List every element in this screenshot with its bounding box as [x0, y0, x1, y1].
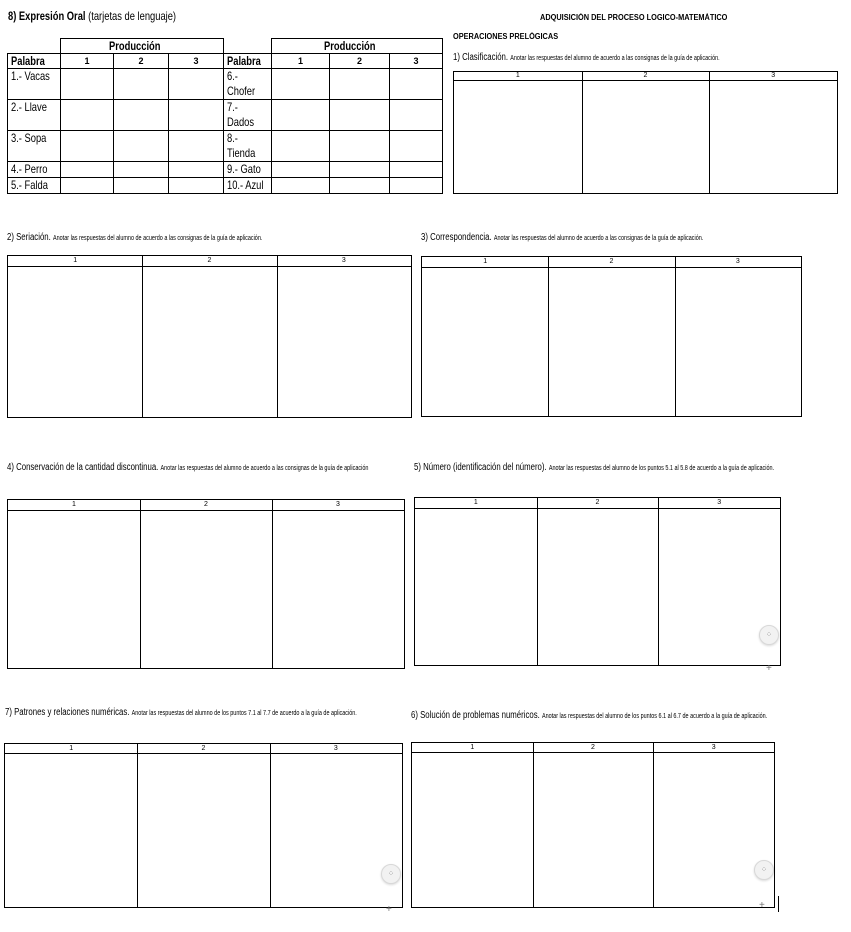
grid-column-label: 1	[483, 258, 488, 265]
grid-column-divider	[272, 500, 273, 668]
word-cell: 8.- Tienda	[224, 131, 272, 162]
production-cell[interactable]	[114, 131, 169, 162]
grid-column-label: 2	[609, 258, 614, 265]
grid-column-label: 1	[72, 501, 76, 508]
production-cell[interactable]	[272, 131, 330, 162]
word-cell: 4.- Perro	[8, 162, 61, 178]
expression-table	[7, 38, 443, 194]
grid-patrones[interactable]	[4, 743, 403, 908]
grid-solucion[interactable]	[411, 742, 775, 908]
production-cell[interactable]	[330, 178, 390, 194]
grid-column-divider	[709, 72, 710, 193]
production-cell[interactable]	[390, 162, 443, 178]
grid-column-label: 3	[341, 257, 346, 264]
grid-column-divider	[653, 743, 654, 907]
grid-column-label: 3	[333, 745, 338, 752]
production-cell[interactable]	[330, 69, 390, 100]
section-title-correspondencia: 3) Correspondencia. Anotar las respuestas del alumno de acuerdo a las consignas de la guía de aplicación.	[421, 232, 704, 243]
production-cell[interactable]	[272, 100, 330, 131]
word-header-right: Palabra	[224, 54, 272, 69]
grid-column-divider	[548, 257, 549, 416]
grid-column-label: 2	[201, 745, 206, 752]
production-cell[interactable]	[61, 69, 114, 100]
word-cell: 6.- Chofer	[224, 69, 272, 100]
text-cursor	[778, 896, 779, 912]
production-cell[interactable]	[330, 131, 390, 162]
production-cell[interactable]	[390, 100, 443, 131]
section-title-numero: 5) Número (identificación del número). Anotar las respuestas del alumno de los puntos 5.1 al 5.8 de acuerdo a la guía de aplicación.	[414, 462, 775, 473]
grid-column-label: 2	[591, 744, 595, 751]
grid-column-label: 1	[73, 257, 78, 264]
drag-handle-icon[interactable]: ⁘	[759, 625, 779, 645]
grid-column-label: 3	[336, 501, 340, 508]
production-cell[interactable]	[272, 162, 330, 178]
col-number: 2	[114, 54, 169, 69]
production-cell[interactable]	[169, 69, 224, 100]
grid-column-divider	[277, 256, 278, 417]
production-cell[interactable]	[61, 162, 114, 178]
production-cell[interactable]	[61, 100, 114, 131]
expression-title-bold: 8) Expresión Oral	[8, 9, 86, 23]
grid-column-divider	[533, 743, 534, 907]
grid-column-divider	[137, 744, 138, 907]
production-header-right: Producción	[272, 39, 443, 54]
section-title-conservacion: 4) Conservación de la cantidad discontinua. Anotar las respuestas del alumno de acuerdo a las consignas de la guía de aplicación	[7, 462, 369, 473]
word-header-left: Palabra	[8, 54, 61, 69]
section-title-patrones: 7) Patrones y relaciones numéricas. Anotar las respuestas del alumno de los puntos 7.1 al 7.7 de acuerdo a la guía de aplicación.	[5, 707, 357, 718]
grid-clasificacion[interactable]	[453, 71, 838, 194]
grid-column-divider	[658, 498, 659, 665]
production-cell[interactable]	[330, 162, 390, 178]
section-title-clasificacion: 1) Clasificación. Anotar las respuestas del alumno de acuerdo a las consignas de la guía de aplicación.	[453, 52, 720, 63]
production-cell[interactable]	[61, 178, 114, 194]
production-cell[interactable]	[169, 162, 224, 178]
grid-column-label: 1	[69, 745, 74, 752]
production-cell[interactable]	[330, 100, 390, 131]
production-cell[interactable]	[390, 131, 443, 162]
production-cell[interactable]	[169, 131, 224, 162]
expression-title	[8, 9, 223, 23]
production-cell[interactable]	[272, 69, 330, 100]
production-header-left: Producción	[61, 39, 224, 54]
drag-handle-icon[interactable]: ⁘	[381, 864, 401, 884]
grid-correspondencia[interactable]	[421, 256, 802, 417]
production-cell[interactable]	[169, 100, 224, 131]
add-icon[interactable]: +	[386, 904, 392, 915]
section-title-solucion: 6) Solución de problemas numéricos. Anotar las respuestas del alumno de los puntos 6.1 al 6.7 de acuerdo a la guía de aplicación.	[411, 710, 768, 721]
production-cell[interactable]	[169, 178, 224, 194]
grid-column-divider	[582, 72, 583, 193]
grid-column-label: 3	[771, 72, 776, 79]
col-number: 1	[272, 54, 330, 69]
process-title: ADQUISICIÓN DEL PROCESO LOGICO-MATEMÁTICO	[540, 13, 728, 22]
word-cell: 5.- Falda	[8, 178, 61, 194]
grid-column-divider	[537, 498, 538, 665]
grid-seriacion[interactable]	[7, 255, 412, 418]
production-cell[interactable]	[114, 162, 169, 178]
expression-title-rest: (tarjetas de lenguaje)	[85, 9, 177, 23]
col-number: 2	[330, 54, 390, 69]
grid-column-label: 2	[595, 499, 600, 506]
drag-handle-icon[interactable]: ⁘	[754, 860, 774, 880]
grid-column-divider	[142, 256, 143, 417]
word-cell: 2.- Llave	[8, 100, 61, 131]
col-number: 1	[61, 54, 114, 69]
grid-column-label: 2	[204, 501, 208, 508]
grid-column-label: 1	[470, 744, 475, 751]
add-icon[interactable]: +	[766, 663, 772, 674]
section-title-seriacion: 2) Seriación. Anotar las respuestas del alumno de acuerdo a las consignas de la guía de aplicación.	[7, 232, 263, 243]
grid-column-label: 3	[735, 258, 740, 265]
production-cell[interactable]	[272, 178, 330, 194]
production-cell[interactable]	[390, 178, 443, 194]
grid-numero[interactable]	[414, 497, 781, 666]
grid-column-divider	[675, 257, 676, 416]
grid-column-label: 1	[473, 499, 478, 506]
grid-column-divider	[140, 500, 141, 668]
word-cell: 9.- Gato	[224, 162, 272, 178]
grid-column-label: 3	[711, 744, 716, 751]
production-cell[interactable]	[114, 178, 169, 194]
grid-conservacion[interactable]	[7, 499, 405, 669]
word-cell: 7.- Dados	[224, 100, 272, 131]
word-cell: 3.- Sopa	[8, 131, 61, 162]
grid-column-label: 3	[717, 499, 722, 506]
add-icon[interactable]: +	[759, 900, 765, 911]
word-cell: 10.- Azul	[224, 178, 272, 194]
production-cell[interactable]	[114, 100, 169, 131]
production-cell[interactable]	[61, 131, 114, 162]
grid-column-label: 2	[643, 72, 648, 79]
col-number: 3	[390, 54, 443, 69]
col-number: 3	[169, 54, 224, 69]
operations-subtitle: OPERACIONES PRELÓGICAS	[453, 32, 559, 41]
grid-column-label: 2	[207, 257, 212, 264]
production-cell[interactable]	[114, 69, 169, 100]
grid-column-divider	[270, 744, 271, 907]
production-cell[interactable]	[390, 69, 443, 100]
word-cell: 1.- Vacas	[8, 69, 61, 100]
grid-column-label: 1	[515, 72, 520, 79]
